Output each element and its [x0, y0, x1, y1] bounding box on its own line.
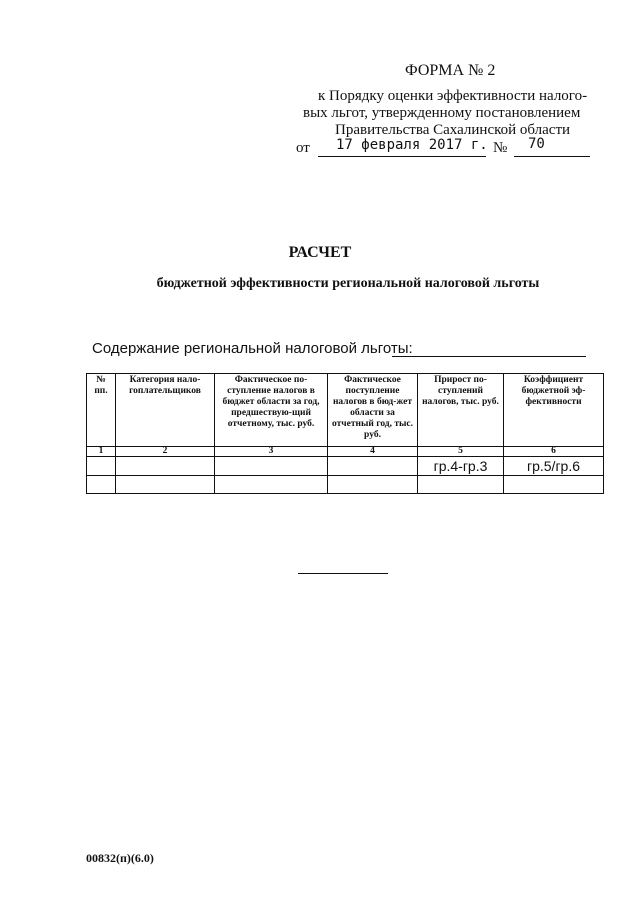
- header-cell-reporting-year: Фактическое поступление налогов в бюд-жет области за отчетный год, тыс. руб.: [328, 374, 418, 447]
- table-row: [87, 476, 604, 494]
- number-prefix: №: [493, 140, 508, 156]
- form-number-label: ФОРМА № 2: [405, 62, 496, 79]
- resolution-date-row: [296, 136, 596, 158]
- benefit-content-field[interactable]: [392, 356, 586, 357]
- number-underline: [514, 156, 590, 157]
- table-cell[interactable]: [87, 476, 116, 494]
- table-cell[interactable]: [504, 476, 604, 494]
- header-cell-number: № пп.: [87, 374, 116, 447]
- column-number: 4: [328, 447, 418, 457]
- appendix-note-line-2: вых льгот, утвержденному постановлением: [303, 105, 581, 121]
- resolution-date: 17 февраля 2017 г.: [336, 137, 488, 153]
- header-cell-prior-year: Фактическое по-ступление налогов в бюджет области за год, предшествую-щий отчетному, тыс. руб.: [215, 374, 328, 447]
- document-title: РАСЧЕТ: [288, 244, 352, 261]
- header-cell-category: Категория нало-гоплательщиков: [116, 374, 215, 447]
- table-cell[interactable]: [87, 457, 116, 476]
- column-number: 2: [116, 447, 215, 457]
- table-cell[interactable]: [116, 476, 215, 494]
- column-number: 3: [215, 447, 328, 457]
- table-cell[interactable]: [418, 476, 504, 494]
- column-number: 1: [87, 447, 116, 457]
- table-cell[interactable]: [328, 476, 418, 494]
- header-cell-increase: Прирост по-ступлений налогов, тыс. руб.: [418, 374, 504, 447]
- column-number: 5: [418, 447, 504, 457]
- column-number-row: [87, 447, 604, 457]
- calculation-table: [86, 373, 604, 494]
- benefit-content-label: Содержание региональной налоговой льготы:: [92, 340, 413, 357]
- table-header-row: [87, 374, 604, 447]
- table-cell-formula: гр.4-гр.3: [418, 457, 504, 476]
- appendix-note-line-3: Правительства Сахалинской области: [335, 122, 571, 138]
- date-underline: [318, 156, 486, 157]
- table-cell[interactable]: [215, 457, 328, 476]
- document-subtitle: бюджетной эффективности региональной налоговой льготы: [156, 276, 540, 291]
- date-prefix: от: [296, 140, 310, 156]
- document-code: 00832(п)(6.0): [86, 851, 154, 865]
- resolution-number: 70: [528, 136, 545, 152]
- table-cell[interactable]: [328, 457, 418, 476]
- header-cell-coefficient: Коэффициент бюджетной эф-фективности: [504, 374, 604, 447]
- end-separator-line: [298, 573, 388, 574]
- table-row: [87, 457, 604, 476]
- table-cell[interactable]: [215, 476, 328, 494]
- column-number: 6: [504, 447, 604, 457]
- table-cell-formula: гр.5/гр.6: [504, 457, 604, 476]
- appendix-note-line-1: к Порядку оценки эффективности налого-: [318, 88, 588, 104]
- table-cell[interactable]: [116, 457, 215, 476]
